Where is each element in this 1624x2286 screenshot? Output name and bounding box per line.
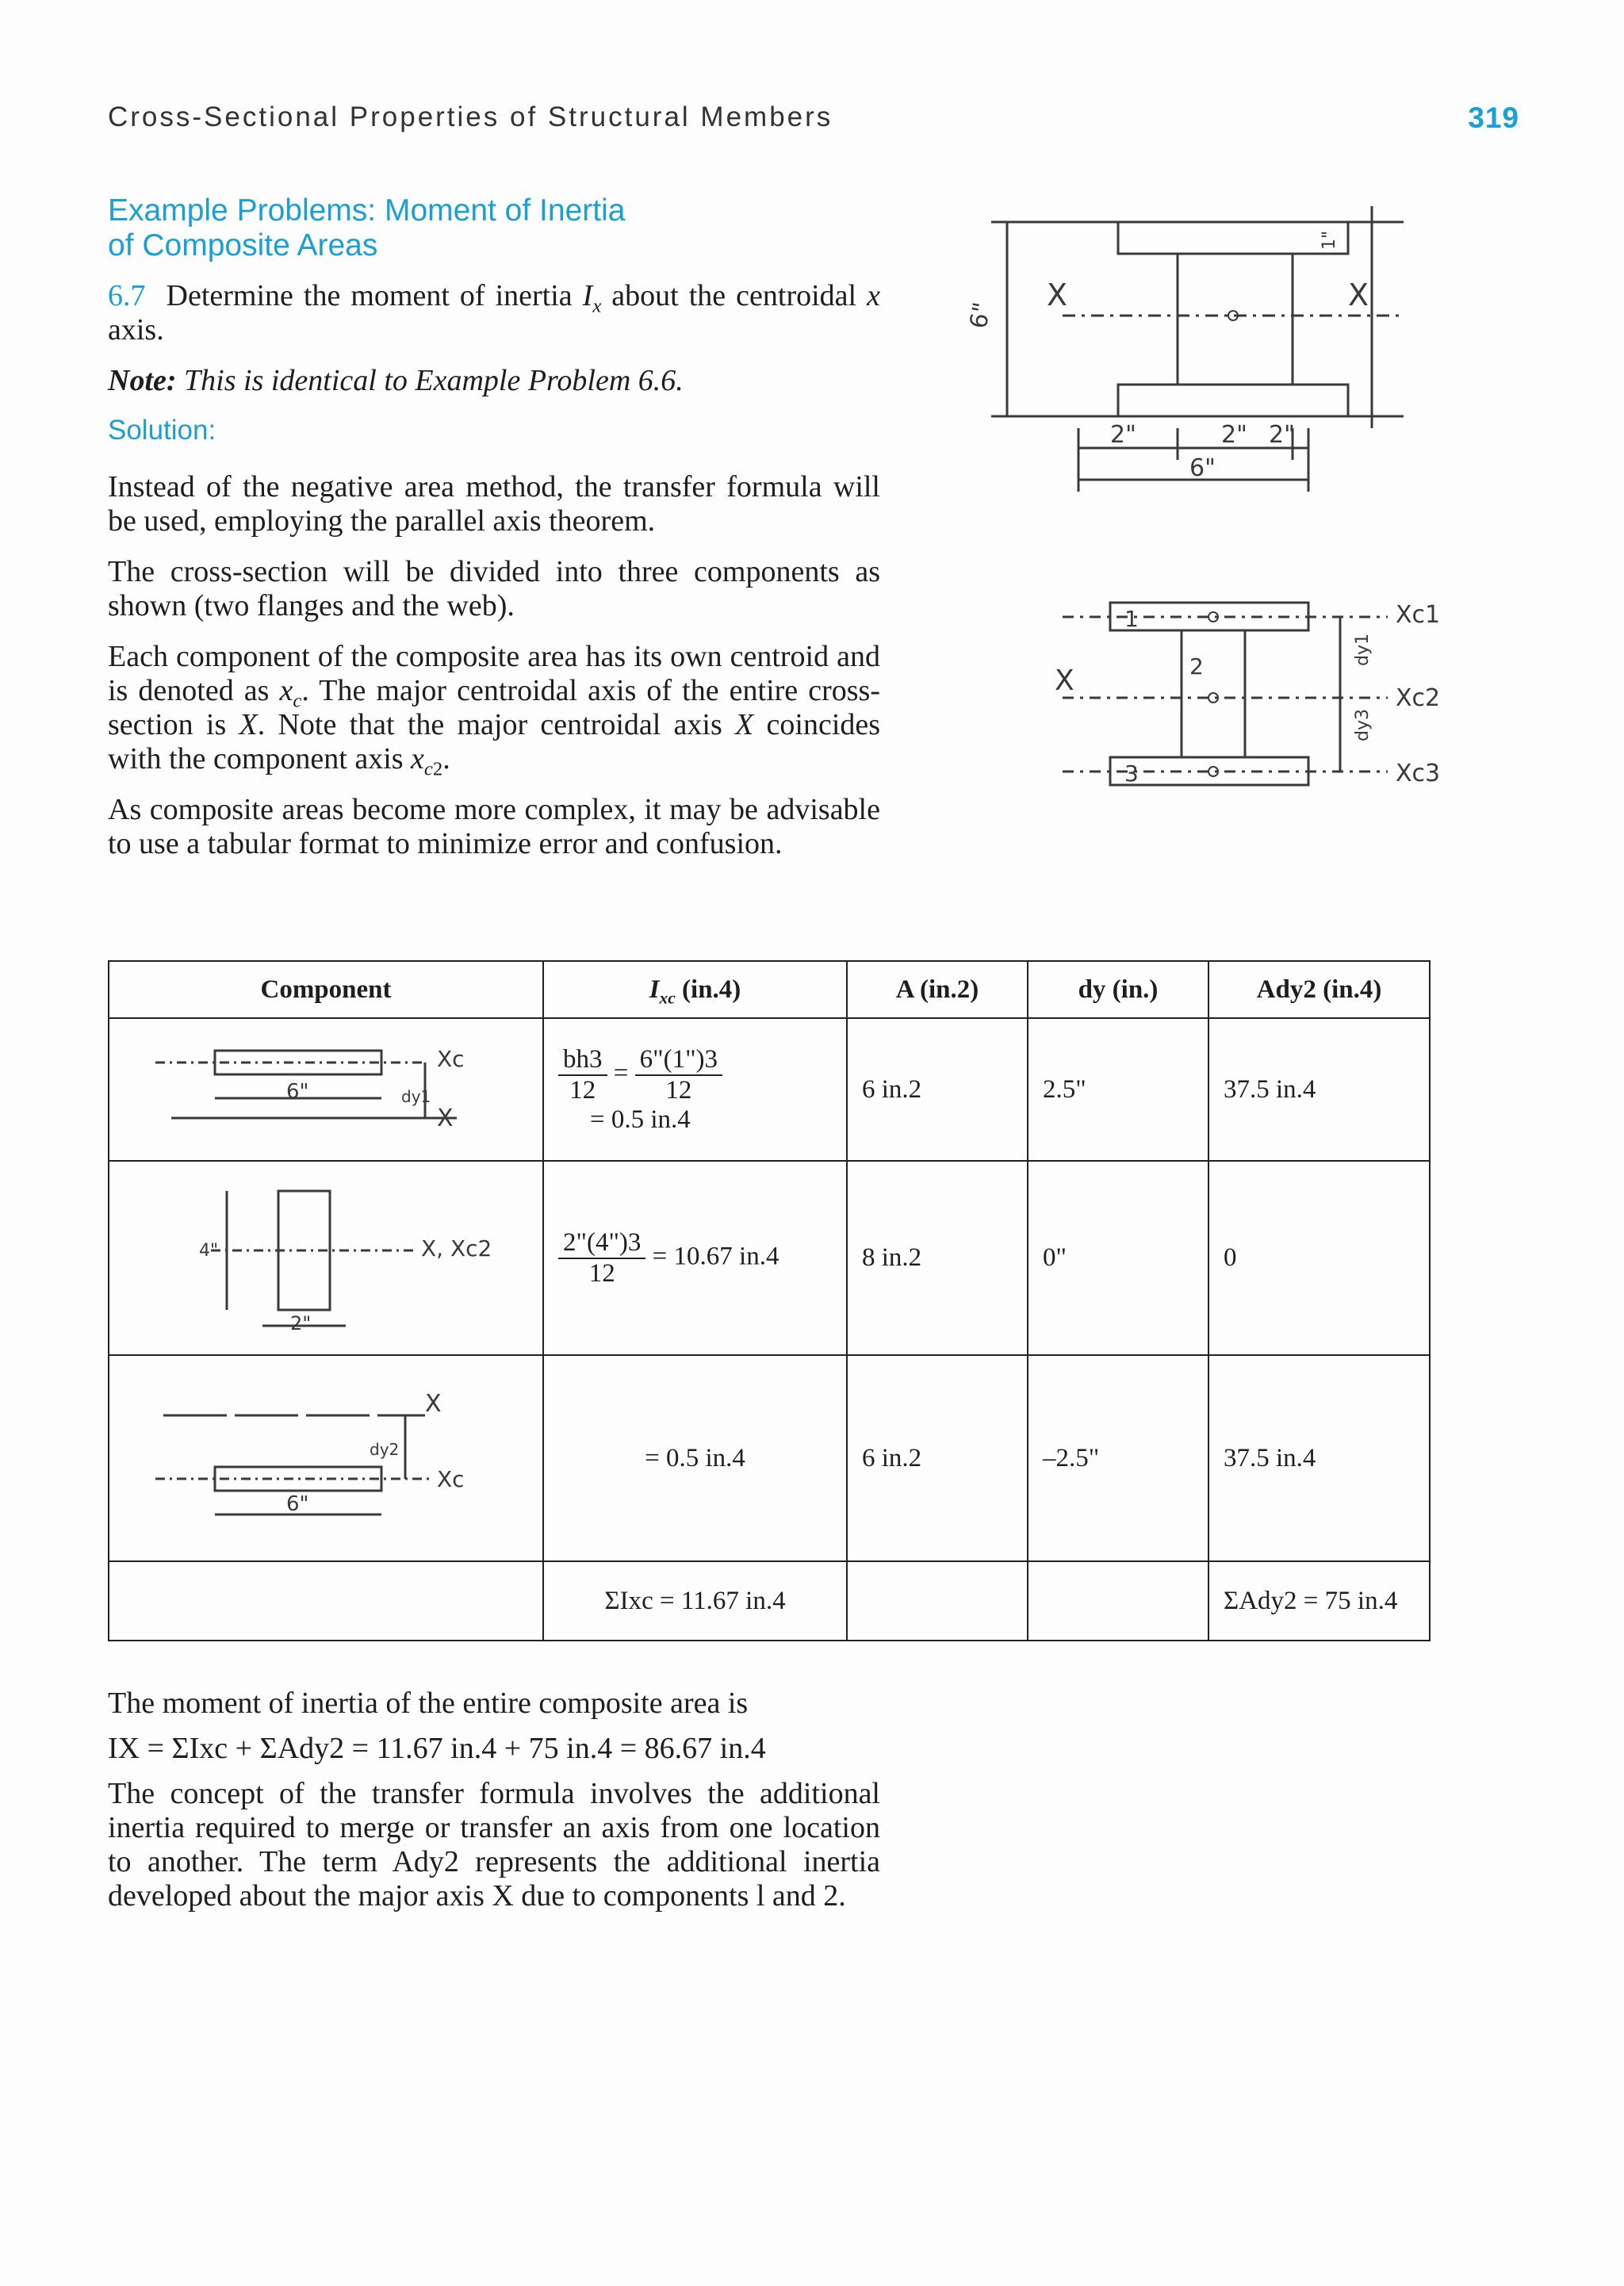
sketch-dim-2a: 2": [1110, 421, 1136, 449]
running-head: Cross-Sectional Properties of Structural Members: [108, 101, 833, 132]
row3-dy: –2.5": [1028, 1355, 1208, 1561]
component-sketch-web: [109, 1161, 543, 1355]
header-ixc: $I_{xc}$ (in.4): [543, 961, 847, 1018]
row3-sketch-dy: dy2: [370, 1439, 400, 1459]
problem-text-column: [108, 279, 880, 878]
sketch-x-left: X: [1047, 278, 1068, 312]
result-equation: IX = ΣIxc + ΣAdy2 = 11.67 in.4 + 75 in.4 = 86.67 in.4: [108, 1732, 766, 1765]
section-title-line-2: of Composite Areas: [108, 228, 378, 262]
row2-sketch-axis: X, Xc2: [421, 1235, 492, 1262]
row3-area: 6 in.2: [847, 1355, 1028, 1561]
component-3-label: 3: [1124, 760, 1139, 787]
component-sketch-flange-top: [109, 1018, 543, 1161]
paragraph-centroid: Each component of the composite area has its own centroid and is denoted as $x_c$. The major centroidal axis of the entire cross-section is X. Note that the major centroidal axis X coincides with the component axis $x_{c2}$.: [108, 640, 881, 780]
row3-sketch-xc: Xc: [437, 1465, 465, 1492]
sketch-dim-2c: 2": [1269, 421, 1295, 449]
xc3-label: Xc3: [1396, 760, 1441, 787]
xc1-label: Xc1: [1396, 601, 1441, 629]
row3-sketch-dim: 6": [286, 1491, 309, 1516]
row2-ady2: 0: [1208, 1161, 1430, 1355]
component-sketch-flange-bottom: [109, 1355, 543, 1561]
header-area: A (in.2): [847, 961, 1028, 1018]
page-number: 319: [1468, 101, 1519, 134]
sketch-dim-6: 6": [1189, 454, 1216, 482]
closing-paragraph: The concept of the transfer formula involves the additional inertia required to merge or transfer an axis from one location to another. The term Ady2 represents the additional inertia developed about the major axis X due to components l and 2.: [108, 1777, 880, 1913]
row2-sketch-dim: 2": [290, 1312, 312, 1334]
row3-ady2: 37.5 in.4: [1208, 1355, 1430, 1561]
section-title: [108, 193, 901, 263]
sketch-flange-label: 1": [1320, 230, 1339, 250]
sum-ixc: ΣIxc = 11.67 in.4: [543, 1561, 847, 1641]
solution-label: Solution:: [108, 415, 216, 446]
table-row: [109, 1355, 1430, 1561]
dy3-label: dy3: [1353, 709, 1373, 741]
results-text: [108, 1687, 880, 1930]
section-title-line-1: Example Problems: Moment of Inertia: [108, 193, 626, 228]
row1-sketch-dy: dy1: [401, 1086, 431, 1106]
header-dy: dy (in.): [1028, 961, 1208, 1018]
component-1-label: 1: [1124, 606, 1139, 632]
i-beam-dimension-sketch: [959, 190, 1404, 523]
xc2-label: Xc2: [1396, 684, 1441, 712]
table-row: [109, 1018, 1430, 1161]
row2-sketch-height: 4": [199, 1241, 219, 1261]
row2-ixc: $\frac{2"(4")3}{12}$ = 10.67 in.4: [543, 1161, 847, 1355]
paragraph-tabular: As composite areas become more complex, it may be advisable to use a tabular format to minimize error and confusion.: [108, 793, 880, 860]
row1-ixc: $\frac{bh3}{12}$ = $\frac{6"(1")3}{12}$ = 0.5 in.4: [543, 1018, 847, 1161]
sketch-height-label: 6": [964, 300, 997, 331]
sketch-dim-2b: 2": [1221, 421, 1247, 449]
row2-dy: 0": [1028, 1161, 1208, 1355]
row1-sketch-x: X: [437, 1104, 454, 1132]
paragraph-transfer-formula: Instead of the negative area method, the transfer formula will be used, employing the parallel axis theorem.: [108, 470, 880, 538]
dy1-label: dy1: [1353, 634, 1373, 666]
composite-area-table: [108, 960, 1431, 1641]
header-component: Component: [109, 961, 543, 1018]
problem-number: 6.7: [108, 279, 146, 312]
table-row: [109, 1161, 1430, 1355]
table-sum-row: [109, 1561, 1430, 1641]
sum-ady2: ΣAdy2 = 75 in.4: [1208, 1561, 1430, 1641]
row1-area: 6 in.2: [847, 1018, 1028, 1161]
result-intro: The moment of inertia of the entire composite area is: [108, 1687, 749, 1720]
row1-sketch-xc: Xc: [437, 1045, 465, 1072]
note: Note: This is identical to Example Problem 6.6.: [108, 364, 684, 397]
row1-ady2: 37.5 in.4: [1208, 1018, 1430, 1161]
row1-sketch-dim: 6": [286, 1079, 309, 1104]
sketch-x-right: X: [1348, 278, 1369, 312]
page-header: [108, 101, 1519, 141]
row3-ixc: = 0.5 in.4: [543, 1355, 847, 1561]
problem-statement: 6.7 Determine the moment of inertia $I_x$ about the centroidal x axis.: [108, 279, 880, 347]
component-2-label: 2: [1189, 653, 1204, 680]
table-header-row: [109, 961, 1430, 1018]
paragraph-components: The cross-section will be divided into three components as shown (two flanges and the web).: [108, 555, 880, 622]
component-breakdown-sketch: [1031, 579, 1475, 809]
sketch-x-axis: X: [1055, 664, 1074, 697]
row3-sketch-x: X: [425, 1389, 442, 1418]
header-ady2: Ady2 (in.4): [1208, 961, 1430, 1018]
row1-dy: 2.5": [1028, 1018, 1208, 1161]
row2-area: 8 in.2: [847, 1161, 1028, 1355]
